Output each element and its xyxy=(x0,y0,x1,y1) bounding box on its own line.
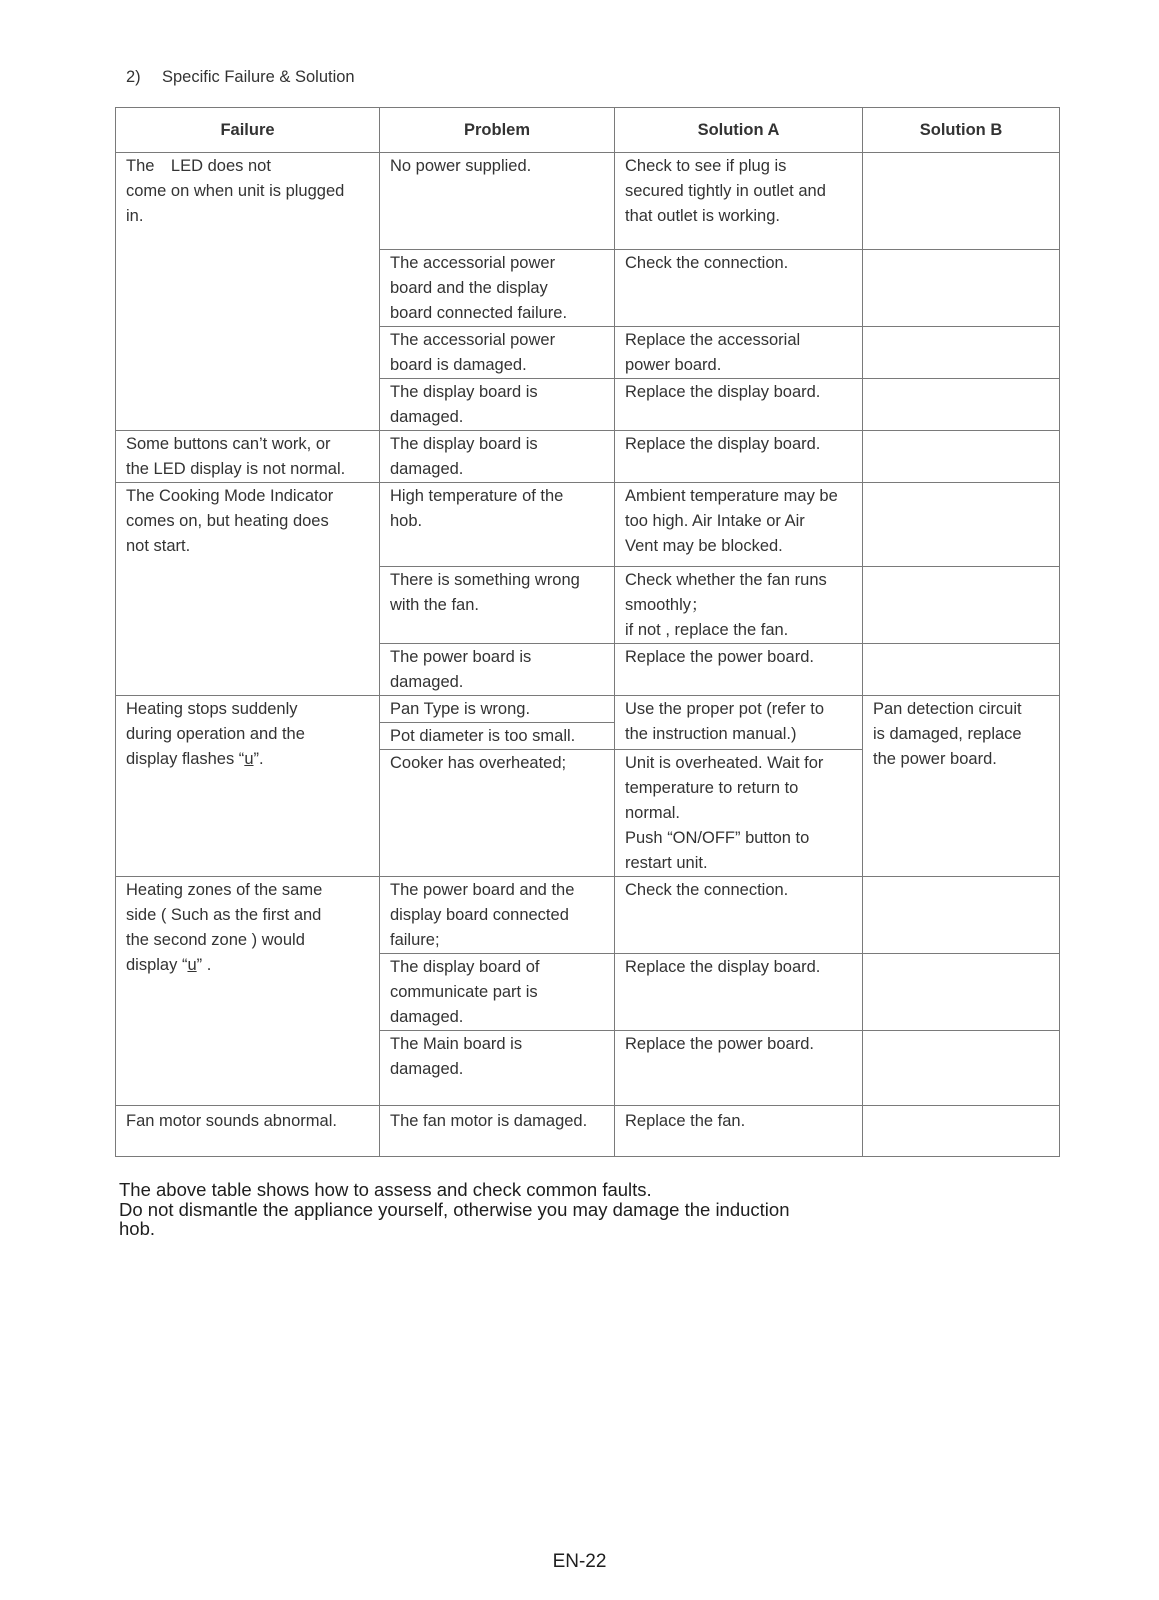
solution-a-cell: Use the proper pot (refer to the instruction manual.) xyxy=(615,696,863,750)
problem-cell: High temperature of the hob. xyxy=(380,483,615,567)
solution-a-cell: Replace the display board. xyxy=(615,379,863,431)
table-row xyxy=(116,696,1060,723)
solution-a-cell: Ambient temperature may be too high. Air Intake or Air Vent may be blocked. xyxy=(615,483,863,567)
solution-a-cell: Replace the display board. xyxy=(615,954,863,1031)
problem-cell: Pan Type is wrong. xyxy=(380,696,615,723)
note-line: hob. xyxy=(119,1218,156,1239)
failure-text: Heating zones of the same side ( Such as the first and the second zone ) would display “ xyxy=(126,881,323,974)
failure-cell xyxy=(116,696,380,877)
failure-text-end: ”. xyxy=(253,750,264,768)
table-row xyxy=(116,877,1060,954)
problem-cell: The accessorial power board is damaged. xyxy=(380,327,615,379)
solution-b-cell xyxy=(863,954,1060,1031)
failure-cell xyxy=(116,877,380,1106)
note-line: Do not dismantle the appliance yourself, otherwise you may damage the induction xyxy=(119,1198,790,1220)
failure-cell: The LED does not come on when unit is plugged in. xyxy=(116,153,380,431)
solution-a-cell: Check the connection. xyxy=(615,877,863,954)
table-header-row xyxy=(116,108,1060,153)
header-problem: Problem xyxy=(380,108,615,153)
solution-b-cell xyxy=(863,567,1060,644)
solution-a-cell: Unit is overheated. Wait for temperature to return to normal. Push “ON/OFF” button to restart unit. xyxy=(615,750,863,877)
solution-b-cell xyxy=(863,379,1060,431)
table-row xyxy=(116,483,1060,567)
note-line: The above table shows how to assess and check common faults. xyxy=(119,1179,652,1200)
solution-a-cell: Replace the power board. xyxy=(615,644,863,696)
error-code-u: u xyxy=(244,750,254,768)
header-failure: Failure xyxy=(116,108,380,153)
solution-b-cell xyxy=(863,1031,1060,1106)
solution-b-cell xyxy=(863,644,1060,696)
table-row xyxy=(116,431,1060,483)
solution-b-cell: Pan detection circuit is damaged, replace the power board. xyxy=(863,696,1060,877)
section-heading xyxy=(126,68,355,87)
solution-b-cell xyxy=(863,483,1060,567)
table-notes xyxy=(119,1180,839,1239)
table-row xyxy=(116,153,1060,250)
failure-cell: Fan motor sounds abnormal. xyxy=(116,1106,380,1157)
problem-cell: The accessorial power board and the display board connected failure. xyxy=(380,250,615,327)
solution-a-cell: Replace the display board. xyxy=(615,431,863,483)
solution-b-cell xyxy=(863,153,1060,250)
solution-a-cell: Check whether the fan runs smoothly； if not , replace the fan. xyxy=(615,567,863,644)
solution-b-cell xyxy=(863,877,1060,954)
header-solution-a: Solution A xyxy=(615,108,863,153)
problem-cell: There is something wrong with the fan. xyxy=(380,567,615,644)
failure-cell: Some buttons can’t work, or the LED display is not normal. xyxy=(116,431,380,483)
problem-cell: The display board is damaged. xyxy=(380,379,615,431)
solution-b-cell xyxy=(863,250,1060,327)
failure-text-end: ” . xyxy=(196,956,212,974)
failure-cell: The Cooking Mode Indicator comes on, but heating does not start. xyxy=(116,483,380,696)
solution-b-cell xyxy=(863,1106,1060,1157)
problem-cell: Cooker has overheated; xyxy=(380,750,615,877)
solution-b-cell xyxy=(863,327,1060,379)
problem-cell: The display board of communicate part is damaged. xyxy=(380,954,615,1031)
failure-text: Heating stops suddenly during operation and the display flashes “ xyxy=(126,700,305,768)
problem-cell: The fan motor is damaged. xyxy=(380,1106,615,1157)
solution-a-cell: Check the connection. xyxy=(615,250,863,327)
problem-cell: The display board is damaged. xyxy=(380,431,615,483)
problem-cell: No power supplied. xyxy=(380,153,615,250)
solution-a-cell: Replace the accessorial power board. xyxy=(615,327,863,379)
solution-a-cell: Replace the power board. xyxy=(615,1031,863,1106)
solution-a-cell: Replace the fan. xyxy=(615,1106,863,1157)
page-number: EN-22 xyxy=(552,1551,607,1572)
problem-cell: The power board and the display board connected failure; xyxy=(380,877,615,954)
error-code-u: u xyxy=(187,956,197,974)
problem-cell: Pot diameter is too small. xyxy=(380,723,615,750)
header-solution-b: Solution B xyxy=(863,108,1060,153)
solution-b-cell xyxy=(863,431,1060,483)
section-number: 2) xyxy=(126,68,141,86)
failure-solution-table xyxy=(115,107,1060,1157)
problem-cell: The power board is damaged. xyxy=(380,644,615,696)
solution-a-cell: Check to see if plug is secured tightly in outlet and that outlet is working. xyxy=(615,153,863,250)
problem-cell: The Main board is damaged. xyxy=(380,1031,615,1106)
section-title: Specific Failure & Solution xyxy=(162,68,355,86)
table-row xyxy=(116,1106,1060,1157)
